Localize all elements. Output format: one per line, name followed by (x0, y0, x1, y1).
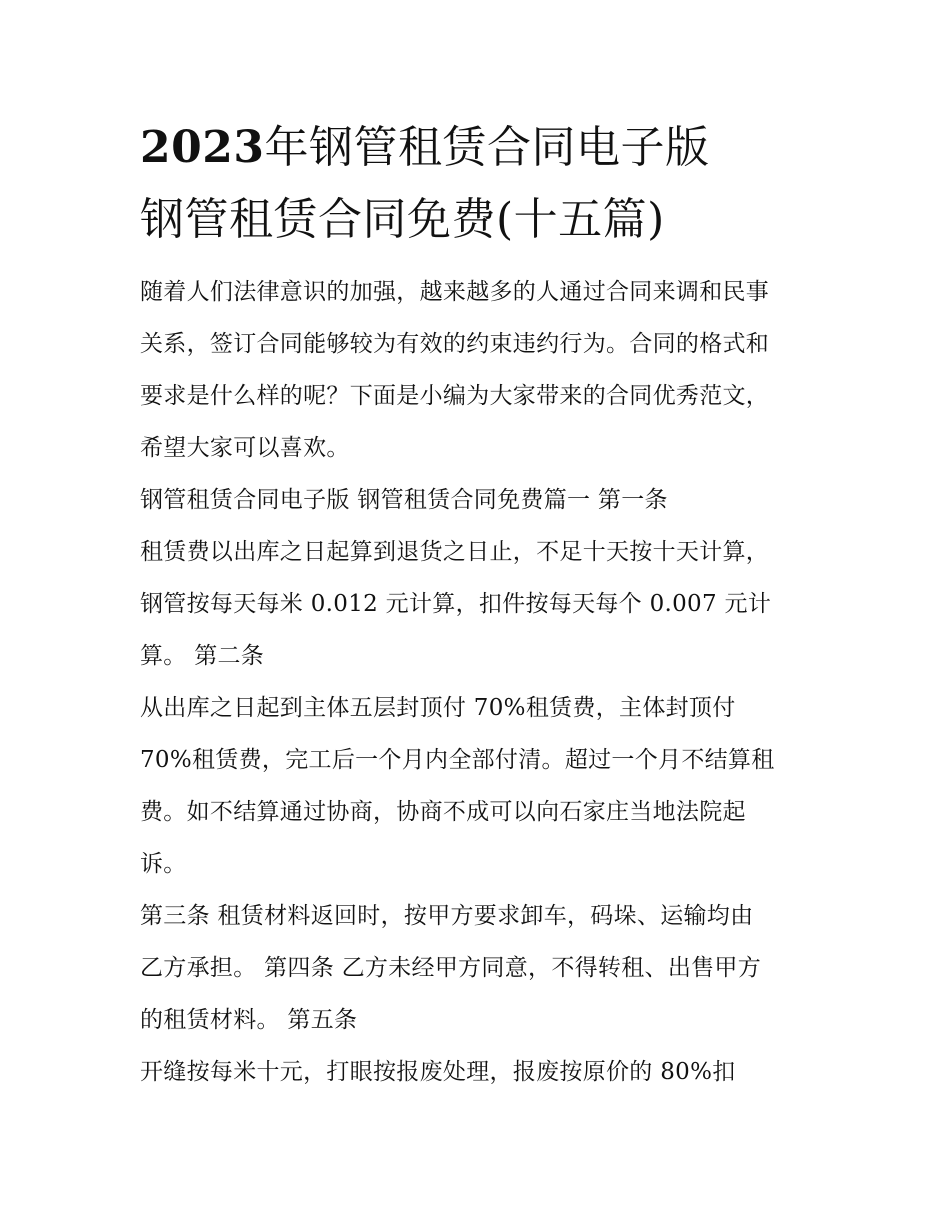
body-line: 租赁费以出库之日起算到退货之日止，不足十天按十天计算， (140, 539, 770, 565)
document-page (140, 112, 820, 1098)
body-line: 第三条 租赁材料返回时，按甲方要求卸车，码垛、运输均由 (140, 903, 754, 929)
body-line: 70%租赁费，完工后一个月内全部付清。超过一个月不结算租 (140, 747, 775, 773)
body-line: 随着人们法律意识的加强，越来越多的人通过合同来调和民事 (140, 279, 770, 305)
body-line: 乙方承担。 第四条 乙方未经甲方同意，不得转租、出售甲方 (140, 955, 762, 981)
title-text-1: 年钢管租赁合同电子版 (264, 122, 710, 173)
body-line: 诉。 (140, 851, 187, 877)
document-title-line-1 (140, 112, 820, 184)
document-title-line-2: 钢管租赁合同免费(十五篇) (140, 194, 665, 245)
body-line: 的租赁材料。 第五条 (140, 1007, 358, 1033)
body-line: 要求是什么样的呢？下面是小编为大家带来的合同优秀范文， (140, 383, 770, 409)
body-line: 钢管按每天每米 0.012 元计算，扣件按每天每个 0.007 元计 (140, 591, 772, 617)
body-line: 希望大家可以喜欢。 (140, 435, 350, 461)
body-line: 开缝按每米十元，打眼按报废处理，报废按原价的 80%扣 (140, 1059, 736, 1085)
body-line: 关系，签订合同能够较为有效的约束违约行为。合同的格式和 (140, 331, 770, 357)
body-line: 算。 第二条 (140, 643, 265, 669)
body-line: 从出库之日起到主体五层封顶付 70%租赁费，主体封顶付 (140, 695, 736, 721)
body-line: 费。如不结算通过协商，协商不成可以向石家庄当地法院起 (140, 799, 746, 825)
document-body (140, 266, 820, 1098)
title-year: 2023 (140, 122, 265, 173)
body-line: 钢管租赁合同电子版 钢管租赁合同免费篇一 第一条 (140, 487, 668, 513)
